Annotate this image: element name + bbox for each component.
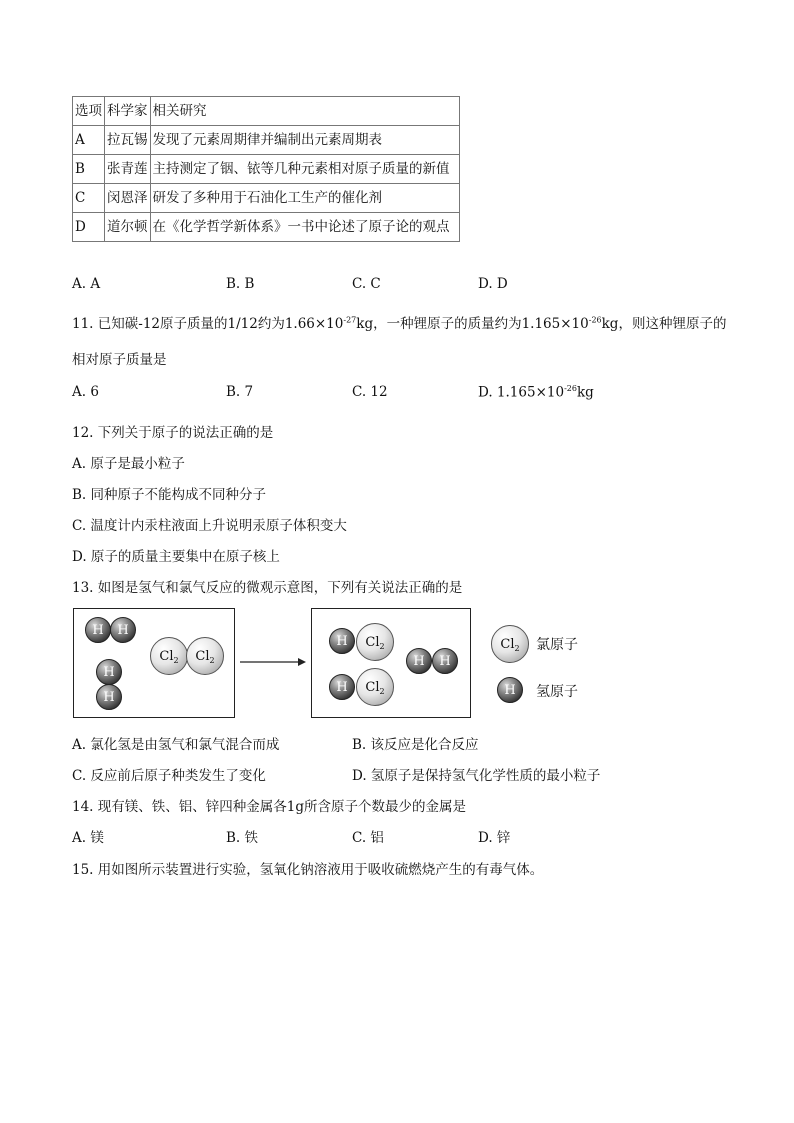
- chlorine-subscript: 2: [173, 655, 179, 665]
- hydrogen-atom: H: [406, 648, 432, 674]
- table-header-cell: 相关研究: [150, 97, 459, 126]
- chlorine-subscript: 2: [514, 643, 520, 653]
- hydrogen-atom: H: [329, 628, 355, 654]
- q10-option-a: A. A: [72, 276, 101, 292]
- q11-option-a: A. 6: [72, 384, 99, 400]
- q11-stem-part1: 11. 已知碳-12原子质量的1/12约为1.66×10: [72, 316, 344, 332]
- table-row: [73, 184, 460, 213]
- q11-exponent-2: -26: [588, 315, 602, 325]
- table-row: [73, 155, 460, 184]
- q14-stem: 14. 现有镁、铁、铝、锌四种金属各1g所含原子个数最少的金属是: [72, 799, 466, 815]
- q11-stem-part2: kg，一种锂原子的质量约为1.165×10: [356, 316, 589, 332]
- q12-option-a: A. 原子是最小粒子: [72, 456, 185, 472]
- q11-exponent-1: -27: [343, 315, 357, 325]
- table-row: [73, 213, 460, 242]
- q11-option-d: [478, 384, 594, 401]
- q11-option-d-unit: kg: [576, 384, 594, 401]
- chlorine-atom: [186, 637, 224, 675]
- table-cell: 研发了多种用于石油化工生产的催化剂: [150, 184, 459, 213]
- q11-option-b: B. 7: [226, 384, 254, 400]
- table-cell: A: [73, 126, 105, 155]
- hydrogen-atom: H: [432, 648, 458, 674]
- q14-option-b: B. 铁: [226, 830, 259, 846]
- q11-stem: [72, 312, 726, 332]
- q10-option-b: B. B: [226, 276, 255, 292]
- chlorine-atom: [150, 637, 188, 675]
- table-cell: D: [73, 213, 105, 242]
- q12-stem: 12. 下列关于原子的说法正确的是: [72, 425, 274, 441]
- q11-option-d-prefix: D. 1.165×10: [478, 384, 565, 401]
- legend-hydrogen-atom: H: [497, 677, 523, 703]
- q12-option-b: B. 同种原子不能构成不同种分子: [72, 487, 267, 503]
- chlorine-atom: [356, 668, 394, 706]
- legend-hydrogen-label: 氢原子: [536, 684, 578, 700]
- hydrogen-atom: H: [96, 659, 122, 685]
- table-cell: B: [73, 155, 105, 184]
- q13-option-d: D. 氢原子是保持氢气化学性质的最小粒子: [352, 768, 601, 784]
- q15-stem: 15. 用如图所示装置进行实验，氢氧化钠溶液用于吸收硫燃烧产生的有毒气体。: [72, 862, 544, 878]
- legend-chlorine-label: 氯原子: [536, 637, 578, 653]
- chlorine-label: Cl: [195, 648, 210, 664]
- q12-option-d: D. 原子的质量主要集中在原子核上: [72, 549, 280, 565]
- q11-option-c: C. 12: [352, 384, 388, 400]
- q13-option-a: A. 氯化氢是由氢气和氯气混合而成: [72, 737, 280, 753]
- legend-chlorine-atom: [491, 625, 529, 663]
- hydrogen-atom: H: [85, 617, 111, 643]
- table-cell: 发现了元素周期律并编制出元素周期表: [150, 126, 459, 155]
- q10-option-d: D. D: [478, 276, 508, 292]
- chlorine-label: Cl: [365, 679, 380, 695]
- q12-option-c: C. 温度计内汞柱液面上升说明汞原子体积变大: [72, 518, 347, 534]
- q14-option-d: D. 锌: [478, 830, 511, 846]
- table-header-cell: 选项: [73, 97, 105, 126]
- table-cell: 主持测定了铟、铱等几种元素相对原子质量的新值: [150, 155, 459, 184]
- hydrogen-atom: H: [96, 684, 122, 710]
- q14-option-a: A. 镁: [72, 830, 104, 846]
- q11-option-d-exponent: -26: [564, 384, 577, 393]
- table-cell: 拉瓦锡: [105, 126, 151, 155]
- reaction-arrow-icon: [238, 655, 308, 669]
- q13-stem: 13. 如图是氢气和氯气反应的微观示意图，下列有关说法正确的是: [72, 580, 463, 596]
- q14-option-c: C. 铝: [352, 830, 384, 846]
- scientist-table: [72, 96, 460, 242]
- chlorine-atom: [356, 623, 394, 661]
- q13-option-b: B. 该反应是化合反应: [352, 737, 479, 753]
- chlorine-subscript: 2: [379, 686, 385, 696]
- chlorine-label: Cl: [159, 648, 174, 664]
- chlorine-label: Cl: [500, 636, 515, 652]
- q11-stem-part3: kg，则这种锂原子的: [601, 316, 727, 332]
- chlorine-subscript: 2: [209, 655, 215, 665]
- table-cell: 闵恩泽: [105, 184, 151, 213]
- chlorine-subscript: 2: [379, 641, 385, 651]
- hydrogen-atom: H: [329, 674, 355, 700]
- table-cell: 张青莲: [105, 155, 151, 184]
- q10-option-c: C. C: [352, 276, 381, 292]
- table-cell: 在《化学哲学新体系》一书中论述了原子论的观点: [150, 213, 459, 242]
- table-header-row: [73, 97, 460, 126]
- q11-stem-line2: 相对原子质量是: [72, 352, 167, 368]
- hydrogen-atom: H: [110, 617, 136, 643]
- q13-option-c: C. 反应前后原子种类发生了变化: [72, 768, 266, 784]
- chlorine-label: Cl: [365, 634, 380, 650]
- table-row: [73, 126, 460, 155]
- table-header-cell: 科学家: [105, 97, 151, 126]
- table-cell: 道尔顿: [105, 213, 151, 242]
- table-cell: C: [73, 184, 105, 213]
